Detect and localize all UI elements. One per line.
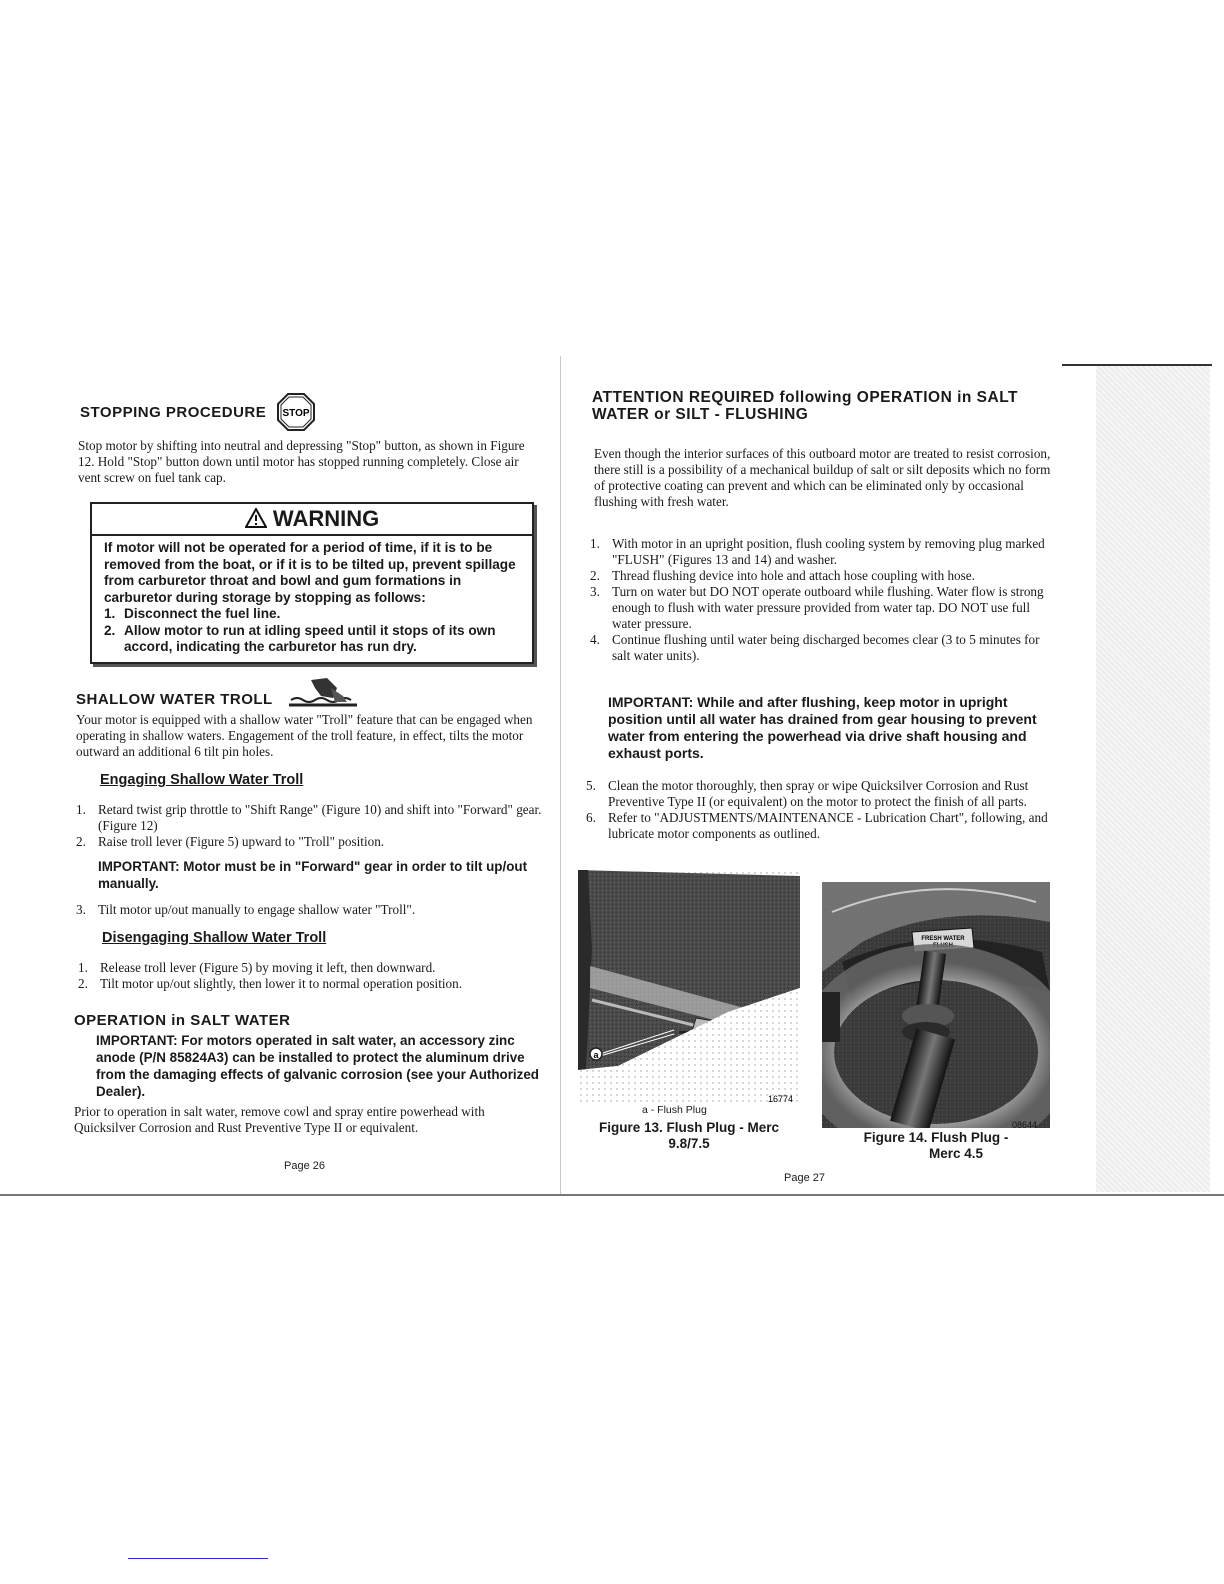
- flushing-heading-line1: ATTENTION REQUIRED following OPERATION in SALT: [592, 389, 1018, 406]
- engaging-important-note: IMPORTANT: Motor must be in "Forward" gear in order to tilt up/out manually.: [98, 859, 528, 891]
- list-item-number: 1.: [590, 536, 600, 551]
- warning-title: WARNING: [272, 506, 380, 531]
- list-item: [78, 960, 544, 976]
- list-item: [590, 632, 1056, 664]
- shallow-troll-heading: SHALLOW WATER TROLL: [76, 691, 273, 708]
- list-item-text: Retard twist grip throttle to "Shift Range" (Figure 10) and shift into "Forward" gear. (Figure 12): [98, 802, 542, 833]
- figure-13-legend: a - Flush Plug: [642, 1104, 707, 1116]
- list-item: [590, 536, 1056, 568]
- engaging-heading: Engaging Shallow Water Troll: [100, 772, 304, 788]
- warning-item-number: 1.: [104, 606, 116, 621]
- warning-item-text: Allow motor to run at idling speed until it stops of its own accord, indicating the carburetor has run dry.: [124, 622, 496, 654]
- page-number-left: Page 26: [284, 1160, 325, 1172]
- list-item-number: 2.: [76, 834, 86, 849]
- flushing-intro: Even though the interior surfaces of this outboard motor are treated to resist corrosion, there still is a possibility of a mechanical buildup of salt or silt deposits which no form of protective coating can prevent and which can be eliminated only by occasional flushing with fresh water.: [594, 446, 1051, 509]
- page-gutter: [560, 356, 561, 1196]
- list-item: [590, 568, 1056, 584]
- list-item: [76, 834, 542, 850]
- scan-edge-shading: [1096, 366, 1210, 1192]
- warning-item: [104, 606, 522, 623]
- figure-14-plate-line2: FLUSH: [933, 943, 953, 949]
- list-item-number: 1.: [76, 802, 86, 817]
- list-item-text: Refer to "ADJUSTMENTS/MAINTENANCE - Lubrication Chart", following, and lubricate motor components as outlined.: [608, 810, 1048, 841]
- flushing-heading-line2: WATER or SILT - FLUSHING: [592, 406, 809, 423]
- warning-title-row: [92, 504, 532, 536]
- stopping-body: Stop motor by shifting into neutral and depressing "Stop" button, as shown in Figure 12. Hold "Stop" button down until motor has stopped running completely. Close air vent screw on fuel tank cap.: [78, 438, 525, 485]
- list-item-number: 4.: [590, 632, 600, 647]
- list-item-number: 3.: [76, 902, 86, 917]
- engaging-list: [76, 802, 542, 850]
- list-item-text: Tilt motor up/out manually to engage shallow water "Troll".: [98, 902, 416, 917]
- disengaging-list: [78, 960, 544, 992]
- figure-14-caption: [836, 1130, 1036, 1162]
- salt-water-important-note: IMPORTANT: For motors operated in salt water, an accessory zinc anode (P/N 85824A3) can be installed to protect the aluminum drive from the damaging effects of galvanic corrosion (see your Authorized Dealer).: [96, 1033, 539, 1099]
- stop-sign-text: STOP: [282, 408, 310, 419]
- figure-14-caption-line1: Figure 14. Flush Plug -: [863, 1130, 1009, 1145]
- list-item: [76, 802, 542, 834]
- list-item: [586, 778, 1052, 810]
- list-item-text: Clean the motor thoroughly, then spray or wipe Quicksilver Corrosion and Rust Preventive Type II (or equivalent) on the motor to protect the finish of all parts.: [608, 778, 1029, 809]
- figure-13-caption: [580, 1120, 798, 1152]
- list-item: [590, 584, 1056, 632]
- list-item-number: 6.: [586, 810, 596, 825]
- salt-water-heading: OPERATION in SALT WATER: [74, 1012, 291, 1029]
- stopping-heading-row: [80, 392, 316, 432]
- list-item-text: With motor in an upright position, flush cooling system by removing plug marked "FLUSH" (Figures 13 and 14) and washer.: [612, 536, 1045, 567]
- flushing-steps: [590, 536, 1056, 664]
- list-item: [586, 810, 1052, 842]
- figure-14-plate-line1: FRESH WATER: [921, 936, 965, 942]
- warning-box: [90, 502, 534, 664]
- list-item: [76, 902, 542, 918]
- warning-item: [104, 623, 522, 656]
- warning-item-number: 2.: [104, 622, 116, 638]
- shallow-troll-body: Your motor is equipped with a shallow water "Troll" feature that can be engaged when operating in shallow waters. Engagement of the troll feature, in effect, tilts the motor outward an additional 6 tilt pin holes.: [76, 712, 533, 759]
- blue-underline: [128, 1558, 268, 1559]
- list-item-text: Release troll lever (Figure 5) by moving it left, then downward.: [100, 960, 436, 975]
- list-item-text: Continue flushing until water being discharged becomes clear (3 to 5 minutes for salt water units).: [612, 632, 1040, 663]
- figure-14-code: 08644: [1012, 1120, 1038, 1128]
- shallow-heading-row: [76, 674, 359, 708]
- flushing-important-note: IMPORTANT: While and after flushing, keep motor in upright position until all water has drained from gear housing to prevent water from entering the powerhead via drive shaft housing and exhaust ports.: [608, 694, 1037, 761]
- figure-14-photo: [822, 882, 1050, 1128]
- list-item-number: 2.: [590, 568, 600, 583]
- figure-13-code: 16774: [768, 1094, 794, 1102]
- warning-triangle-icon: [245, 508, 267, 528]
- figure-14-illustration: [822, 882, 1050, 1128]
- figure-13-illustration: [578, 870, 800, 1102]
- figure-14-caption-line2: Merc 4.5: [928, 1146, 984, 1161]
- figure-13-caption-line2: 9.8/7.5: [668, 1136, 710, 1151]
- list-item-text: Raise troll lever (Figure 5) upward to "Troll" position.: [98, 834, 385, 849]
- list-item: [78, 976, 544, 992]
- figure-13-caption-line1: Figure 13. Flush Plug - Merc: [598, 1120, 780, 1135]
- engaging-list-continued: [76, 902, 542, 918]
- bottom-rule: [0, 1194, 1224, 1196]
- list-item-number: 1.: [78, 960, 88, 975]
- shallow-water-troll-icon: [287, 674, 359, 708]
- list-item-text: Turn on water but DO NOT operate outboard while flushing. Water flow is strong enough to flush with water pressure provided from water tap. DO NOT use full water pressure.: [612, 584, 1044, 631]
- figure-13-photo: [578, 870, 800, 1102]
- disengaging-heading: Disengaging Shallow Water Troll: [102, 930, 327, 946]
- figure-13-callout: a: [593, 1050, 599, 1060]
- list-item-text: Thread flushing device into hole and attach hose coupling with hose.: [612, 568, 975, 583]
- flushing-steps-continued: [586, 778, 1052, 842]
- list-item-number: 5.: [586, 778, 596, 793]
- salt-water-body: Prior to operation in salt water, remove cowl and spray entire powerhead with Quicksilver Corrosion and Rust Preventive Type II or equivalent.: [74, 1104, 485, 1135]
- list-item-text: Tilt motor up/out slightly, then lower it to normal operation position.: [100, 976, 463, 991]
- warning-item-text: Disconnect the fuel line.: [124, 606, 281, 621]
- page-number-right: Page 27: [784, 1172, 825, 1184]
- list-item-number: 2.: [78, 976, 88, 991]
- stop-sign-icon: [276, 392, 316, 432]
- list-item-number: 3.: [590, 584, 600, 599]
- stopping-heading: STOPPING PROCEDURE: [80, 403, 267, 421]
- warning-body: [92, 536, 532, 660]
- warning-text: If motor will not be operated for a period of time, if it is to be removed from the boat, or if it is to be tilted up, prevent spillage from carburetor throat and bowl and gum formations in carburetor during storage by stopping as follows:: [104, 540, 516, 605]
